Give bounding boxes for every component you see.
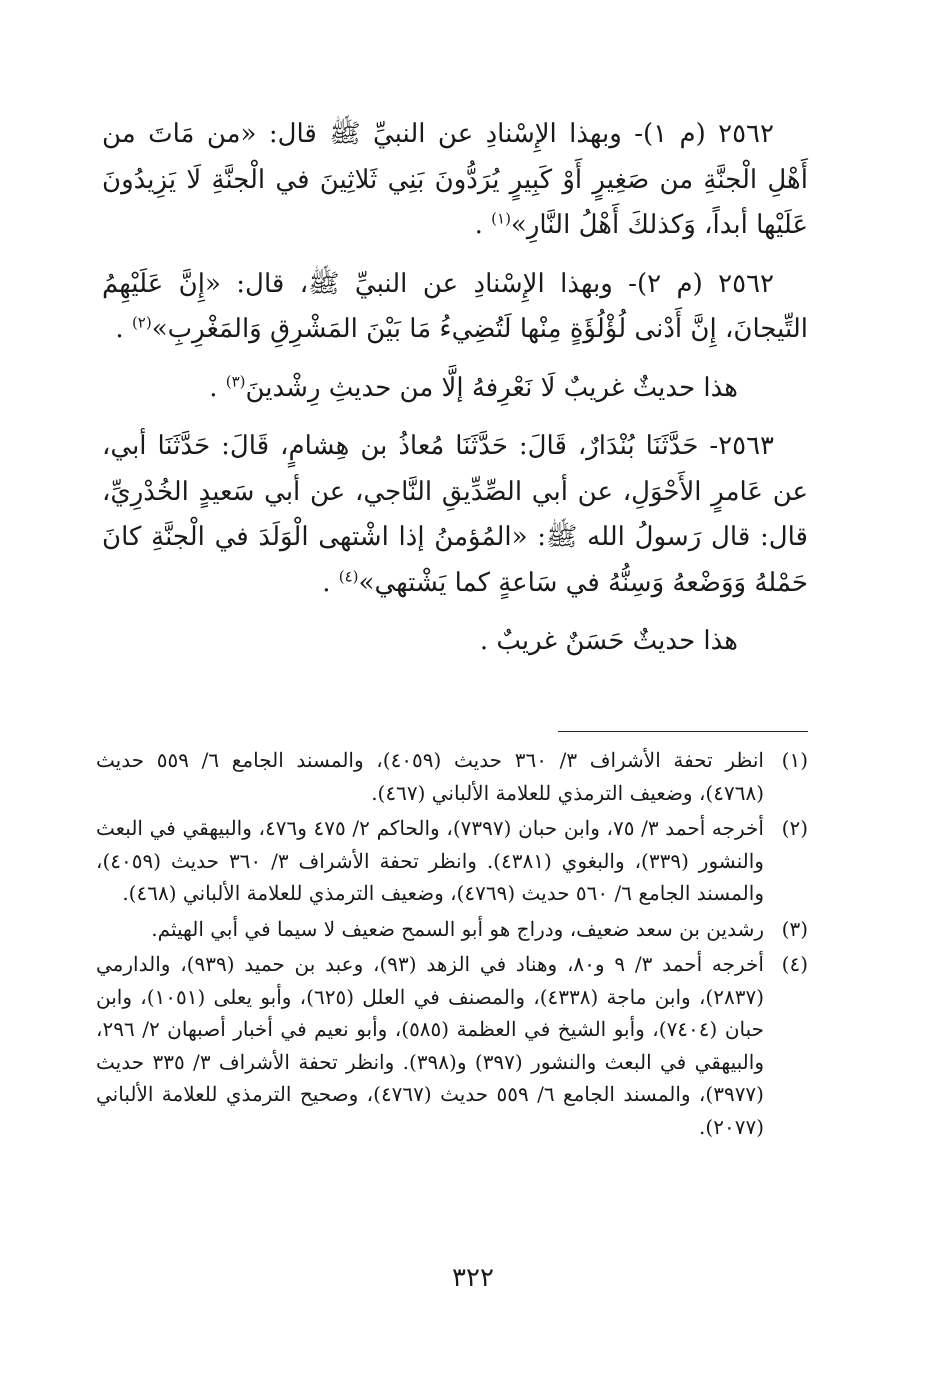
hadith-2562-m1 [102, 112, 808, 249]
footnote-4 [96, 948, 808, 1143]
footnote-ref-4: (٤) [338, 566, 359, 585]
footnote-3 [96, 913, 808, 946]
hadith-2562-m2 [102, 262, 808, 353]
footnote-1 [96, 744, 808, 809]
footnote-text: انظر تحفة الأشراف ٣/ ٣٦٠ حديث (٤٠٥٩)، والمسند الجامع ٦/ ٥٥٩ حديث (٤٧٦٨)، وضعيف الترمذي للعلامة الألباني (٤٦٧). [96, 748, 764, 805]
paragraph-text: هذا حديثٌ حَسَنٌ غريبٌ . [479, 626, 738, 656]
footnote-ref-1: (١) [491, 209, 511, 228]
paragraph-text: ٢٥٦٢ (م ١)- وبهذا الإِسْنادِ عن النبيِّ ﷺ قال: «من مَاتَ من أَهْلِ الْجنَّةِ من صَغِيرٍ أَوْ كَبِيرٍ يُرَدُّونَ بَنِي ثَلاثِينَ في الْجنَّةِ لَا يَزِيدُونَ عَلَيْها أبداً، وَكذلكَ أَهْلُ النَّارِ» [102, 119, 808, 240]
footnote-ref-2: (٢) [131, 313, 152, 332]
grading-note-1 [102, 366, 808, 412]
paragraph-tail: . [115, 314, 132, 344]
footnotes [96, 744, 808, 1146]
footnote-number: (٣) [781, 916, 808, 941]
footnote-number: (٤) [781, 952, 808, 976]
paragraph-tail: . [322, 567, 339, 598]
footnote-separator [558, 731, 808, 732]
footnote-text: أخرجه أحمد ٣/ ٧٥، وابن حبان (٧٣٩٧)، والحاكم ٢/ ٤٧٥ و٤٧٦، والبيهقي في البعث والنشور (٣٣٩)، والبغوي (٤٣٨١). وانظر تحفة الأشراف ٣/ ٣٦٠ حديث (٤٠٥٩)، والمسند الجامع ٦/ ٥٦٠ حديث (٤٧٦٩)، وضعيف الترمذي للعلامة الألباني (٤٦٨). [96, 816, 764, 905]
paragraph-text: ٢٥٦٢ (م ٢)- وبهذا الإِسْنادِ عن النبيِّ ﷺ، قال: «إِنَّ عَلَيْهِمُ التِّيجانَ، إِنَّ أَدْنى لُؤْلُؤَةٍ مِنْها لَتُضِيءُ مَا بَيْنَ المَشْرِقِ وَالمَغْرِبِ» [102, 268, 808, 344]
footnote-number: (٢) [781, 816, 808, 840]
footnote-text: أخرجه أحمد ٣/ ٩ و٨٠، وهناد في الزهد (٩٣)، وعبد بن حميد (٩٣٩)، والدارمي (٢٨٣٧)، وابن ماجة (٤٣٣٨)، والمصنف في العلل (٦٢٥)، وأبو يعلى (١٠٥١)، وابن حبان (٧٤٠٤)، وأبو الشيخ في العظمة (٥٨٥)، وأبو نعيم في أخبار أصبهان ٢/ ٢٩٦، والبيهقي في البعث والنشور (٣٩٧) و(٣٩٨). وانظر تحفة الأشراف ٣/ ٣٣٥ حديث (٣٩٧٧)، والمسند الجامع ٦/ ٥٥٩ حديث (٤٧٦٧)، وصحيح الترمذي للعلامة الألباني (٢٠٧٧). [96, 952, 765, 1139]
paragraph-text: ٢٥٦٣- حَدَّثَنَا بُنْدَارٌ، قَالَ: حَدَّثَنَا مُعاذُ بن هِشامٍ، قَالَ: حَدَّثَنَا أبي، عن عَامرٍ الأَحْوَلِ، عن أبي الصِّدِّيقِ النَّاجي، عن أبي سَعيدٍ الخُدْرِيِّ، قال: قال رَسولُ الله ﷺ: «المُؤمنُ إذا اشْتهى الْوَلَدَ في الْجنَّةِ كانَ حَمْلهُ وَوَضْعهُ وَسِنُّهُ في سَاعةٍ كما يَشْتهي» [102, 431, 808, 598]
footnote-ref-3: (٣) [225, 371, 246, 390]
paragraph-tail: . [209, 372, 226, 403]
grading-note-2 [102, 619, 808, 665]
footnote-number: (١) [781, 748, 808, 772]
main-text [102, 112, 808, 665]
paragraph-tail: . [474, 210, 492, 240]
footnote-text: رشدين بن سعد ضعيف، ودراج هو أبو السمح ضعيف لا سيما في أبي الهيثم. [151, 916, 764, 941]
page-number: ٣٢٢ [452, 1263, 494, 1293]
footnote-2 [96, 812, 808, 910]
paragraph-text: هذا حديثٌ غريبٌ لَا نَعْرِفهُ إلَّا من حديثِ رِشْدينَ [245, 372, 738, 403]
hadith-2563 [102, 424, 808, 606]
